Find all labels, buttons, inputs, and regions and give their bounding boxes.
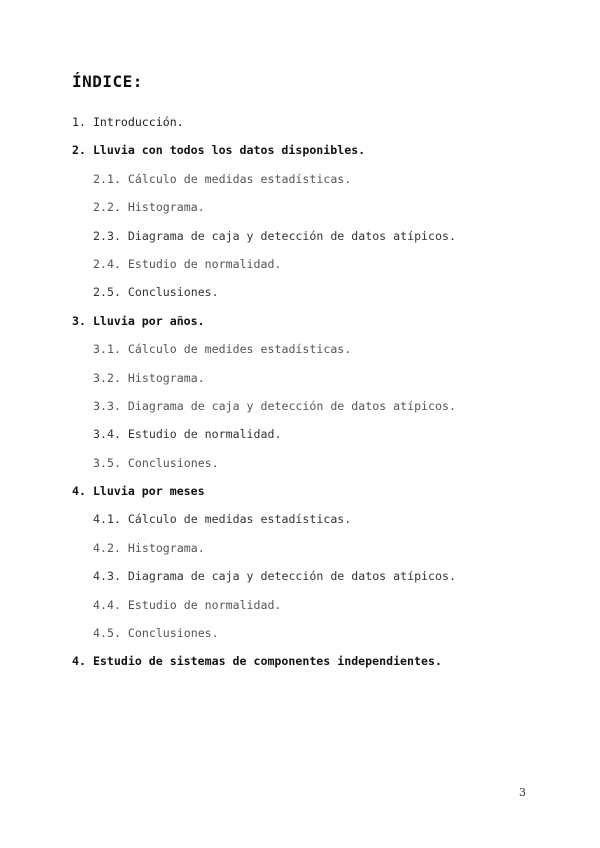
toc-entry-2-5: 2.5. Conclusiones. <box>93 285 219 300</box>
toc-entry-2: 2. Lluvia con todos los datos disponibles. <box>72 143 366 158</box>
toc-entry-3-4: 3.4. Estudio de normalidad. <box>93 427 282 442</box>
toc-entry-3-3: 3.3. Diagrama de caja y detección de datos atípicos. <box>93 398 456 413</box>
page-title: ÍNDICE: <box>72 72 143 91</box>
page-number: 3 <box>519 786 526 799</box>
toc-entry-4-3: 4.3. Diagrama de caja y detección de datos atípicos. <box>93 569 456 584</box>
toc-entry-2-3: 2.3. Diagrama de caja y detección de datos atípicos. <box>93 228 456 243</box>
toc-entry-3-2: 3.2. Histograma. <box>93 370 205 385</box>
toc-entry-2-4: 2.4. Estudio de normalidad. <box>93 256 282 271</box>
toc-entry-4: 4. Lluvia por meses <box>72 484 205 499</box>
toc-entry-5: 4. Estudio de sistemas de componentes independientes. <box>72 654 442 669</box>
table-of-contents <box>0 112 600 680</box>
toc-entry-1: 1. Introducción. <box>72 115 184 129</box>
toc-entry-4-4: 4.4. Estudio de normalidad. <box>93 597 282 612</box>
toc-entry-4-5: 4.5. Conclusiones. <box>93 626 219 641</box>
toc-entry-3: 3. Lluvia por años. <box>72 313 205 328</box>
toc-entry-4-1: 4.1. Cálculo de medidas estadísticas. <box>93 512 352 527</box>
toc-entry-2-2: 2.2. Histograma. <box>93 200 205 215</box>
toc-entry-4-2: 4.2. Histograma. <box>93 540 205 555</box>
toc-entry-3-1: 3.1. Cálculo de medides estadísticas. <box>93 342 352 357</box>
toc-entry-3-5: 3.5. Conclusiones. <box>93 455 219 470</box>
toc-entry-2-1: 2.1. Cálculo de medidas estadísticas. <box>93 171 352 186</box>
